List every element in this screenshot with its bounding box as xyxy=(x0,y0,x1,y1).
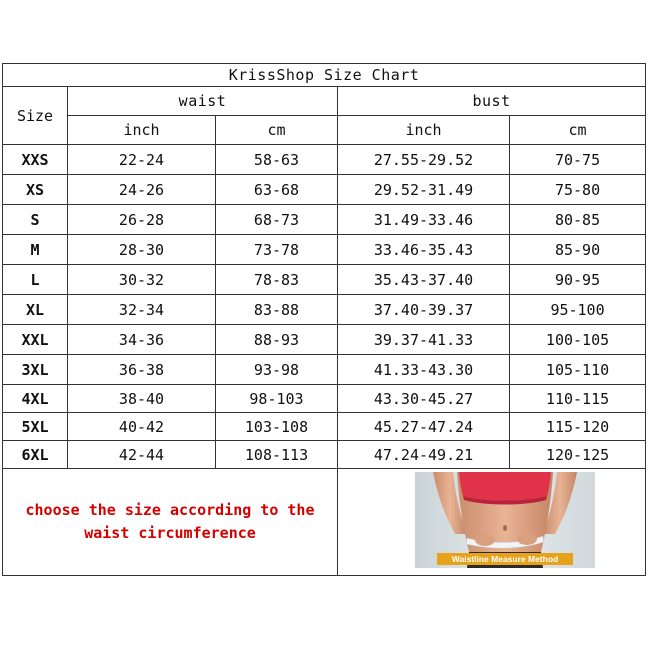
bust-cm-cell: 85-90 xyxy=(510,235,646,265)
waist-inch-cell: 38-40 xyxy=(68,385,216,413)
bust-cm-cell: 80-85 xyxy=(510,205,646,235)
size-cell: 6XL xyxy=(3,441,68,469)
bust-cm-cell: 115-120 xyxy=(510,413,646,441)
bust-inch-cell: 35.43-37.40 xyxy=(338,265,510,295)
waist-inch-header: inch xyxy=(68,116,216,145)
waist-inch-cell: 34-36 xyxy=(68,325,216,355)
waistline-measure-photo xyxy=(415,472,595,568)
waist-cm-cell: 83-88 xyxy=(216,295,338,325)
bust-cm-cell: 70-75 xyxy=(510,145,646,175)
bust-group-header: bust xyxy=(338,87,646,116)
measure-photo-cell xyxy=(338,469,646,576)
size-cell: L xyxy=(3,265,68,295)
bust-inch-cell: 29.52-31.49 xyxy=(338,175,510,205)
bust-inch-cell: 45.27-47.24 xyxy=(338,413,510,441)
bust-cm-cell: 100-105 xyxy=(510,325,646,355)
waist-group-header: waist xyxy=(68,87,338,116)
waist-cm-cell: 68-73 xyxy=(216,205,338,235)
waist-cm-cell: 103-108 xyxy=(216,413,338,441)
size-cell: XXL xyxy=(3,325,68,355)
size-chart-sheet xyxy=(2,63,645,576)
waist-inch-cell: 36-38 xyxy=(68,355,216,385)
bust-cm-cell: 90-95 xyxy=(510,265,646,295)
bust-inch-header: inch xyxy=(338,116,510,145)
size-cell: XL xyxy=(3,295,68,325)
sizing-note-line-2: waist circumference xyxy=(84,524,256,542)
bust-inch-cell: 41.33-43.30 xyxy=(338,355,510,385)
bust-cm-cell: 105-110 xyxy=(510,355,646,385)
waist-cm-cell: 58-63 xyxy=(216,145,338,175)
waist-cm-cell: 63-68 xyxy=(216,175,338,205)
size-cell: 4XL xyxy=(3,385,68,413)
waist-inch-cell: 28-30 xyxy=(68,235,216,265)
size-cell: 5XL xyxy=(3,413,68,441)
photo-caption: Waistline Measure Method xyxy=(451,554,559,564)
waist-inch-cell: 42-44 xyxy=(68,441,216,469)
waist-cm-cell: 93-98 xyxy=(216,355,338,385)
size-cell: M xyxy=(3,235,68,265)
waist-inch-cell: 26-28 xyxy=(68,205,216,235)
size-chart-table xyxy=(2,63,646,576)
bust-cm-header: cm xyxy=(510,116,646,145)
waist-inch-cell: 22-24 xyxy=(68,145,216,175)
waist-inch-cell: 40-42 xyxy=(68,413,216,441)
bust-inch-cell: 31.49-33.46 xyxy=(338,205,510,235)
bust-inch-cell: 27.55-29.52 xyxy=(338,145,510,175)
bust-inch-cell: 43.30-45.27 xyxy=(338,385,510,413)
bust-inch-cell: 33.46-35.43 xyxy=(338,235,510,265)
waist-inch-cell: 24-26 xyxy=(68,175,216,205)
waist-cm-cell: 108-113 xyxy=(216,441,338,469)
bust-inch-cell: 47.24-49.21 xyxy=(338,441,510,469)
size-cell: 3XL xyxy=(3,355,68,385)
waist-cm-cell: 73-78 xyxy=(216,235,338,265)
chart-title: KrissShop Size Chart xyxy=(3,64,646,87)
sizing-note-line-1: choose the size according to the xyxy=(25,501,315,519)
waist-inch-cell: 32-34 xyxy=(68,295,216,325)
bust-cm-cell: 120-125 xyxy=(510,441,646,469)
waist-cm-header: cm xyxy=(216,116,338,145)
waist-inch-cell: 30-32 xyxy=(68,265,216,295)
size-column-header: Size xyxy=(3,87,68,145)
bust-cm-cell: 95-100 xyxy=(510,295,646,325)
waist-cm-cell: 78-83 xyxy=(216,265,338,295)
bust-cm-cell: 110-115 xyxy=(510,385,646,413)
waist-cm-cell: 88-93 xyxy=(216,325,338,355)
sizing-note xyxy=(3,469,338,576)
bust-inch-cell: 39.37-41.33 xyxy=(338,325,510,355)
size-cell: S xyxy=(3,205,68,235)
waist-cm-cell: 98-103 xyxy=(216,385,338,413)
bust-inch-cell: 37.40-39.37 xyxy=(338,295,510,325)
size-cell: XXS xyxy=(3,145,68,175)
size-cell: XS xyxy=(3,175,68,205)
bust-cm-cell: 75-80 xyxy=(510,175,646,205)
